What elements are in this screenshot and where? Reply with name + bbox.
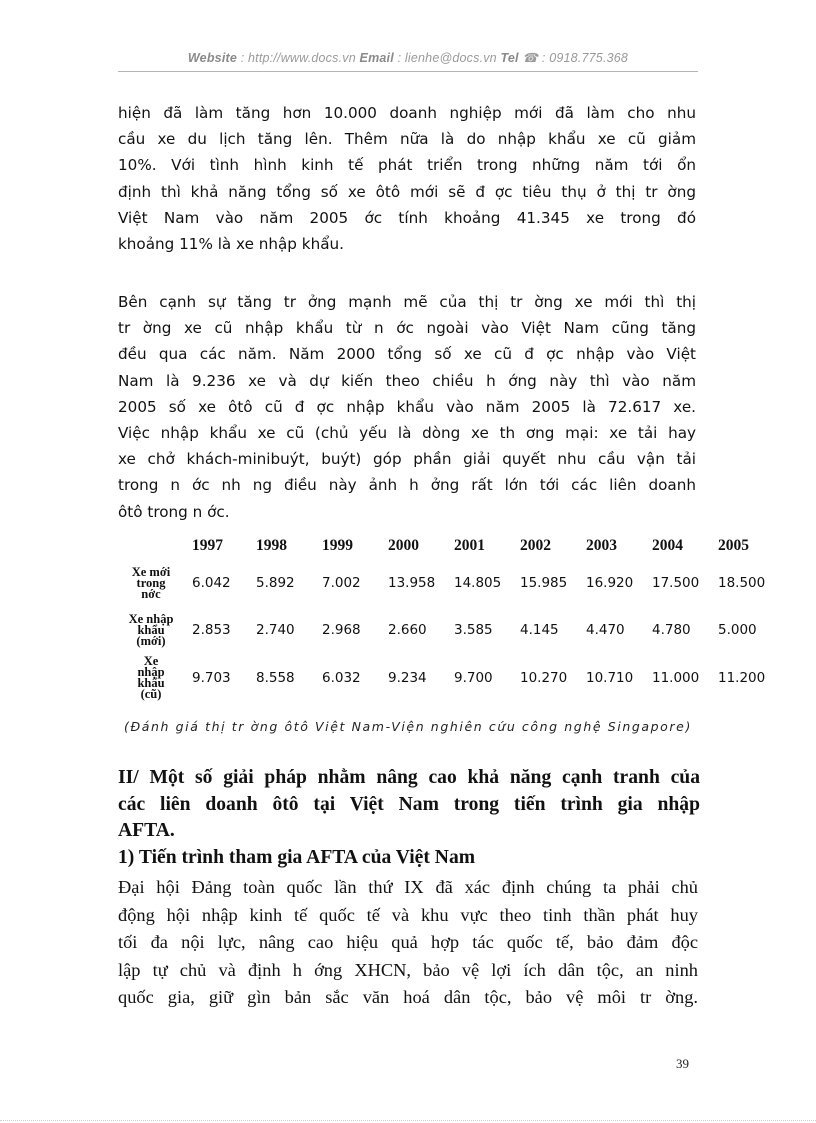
table-cell: 15.985	[520, 575, 568, 591]
table-cell: 2.968	[322, 622, 361, 638]
row-label: Xe mới trong nớc	[131, 564, 171, 601]
heading-line: II/ Một số giải pháp nhằm nâng cao khả năng cạnh tranh của	[118, 767, 700, 788]
page-header	[118, 50, 698, 65]
table-cell: 17.500	[652, 575, 700, 591]
table-cell: 10.270	[520, 670, 568, 686]
text-line: 10%. Với tình hình kinh tế phát triển trong những năm tới ổn	[118, 156, 696, 175]
table-cell: 6.042	[192, 575, 231, 591]
header-divider	[118, 71, 698, 72]
text-line: Việc nhập khẩu xe cũ (chủ yếu là dòng xe th ơng mại: xe tải hay	[118, 424, 696, 443]
text-line: khoảng 11% là xe nhập khẩu.	[118, 235, 344, 254]
text-line: cầu xe du lịch tăng lên. Thêm nữa là do nhập khẩu xe cũ giảm	[118, 130, 696, 149]
text-line: tối đa nội lực, nâng cao hiệu quả hợp tác quốc tế, bảo đảm độc	[118, 932, 698, 952]
year-header: 1997	[192, 537, 223, 554]
table-source-note: (Đánh giá thị tr ờng ôtô Việt Nam-Viện nghiên cứu công nghệ Singapore)	[124, 719, 692, 734]
table-cell: 6.032	[322, 670, 361, 686]
text-line: Nam là 9.236 xe và dự kiến theo chiều h ớng này thì vào năm	[118, 371, 696, 390]
website-value: : http://www.docs.vn	[237, 51, 360, 65]
year-header: 2000	[388, 537, 419, 554]
year-header: 2002	[520, 537, 551, 554]
text-line: quốc gia, giữ gìn bản sắc văn hoá dân tộc, bảo vệ môi tr ờng.	[118, 987, 698, 1007]
table-cell: 5.892	[256, 575, 295, 591]
table-cell: 5.000	[718, 622, 757, 638]
table-cell: 4.780	[652, 622, 691, 638]
table-cell: 2.660	[388, 622, 427, 638]
table-cell: 9.703	[192, 670, 231, 686]
table-cell: 9.234	[388, 670, 427, 686]
page-number: 39	[676, 1056, 689, 1071]
subsection-heading: 1) Tiến trình tham gia AFTA của Việt Nam	[118, 847, 476, 868]
heading-line: AFTA.	[118, 820, 175, 841]
tel-value: : 0918.775.368	[538, 51, 629, 65]
table-cell: 3.585	[454, 622, 493, 638]
text-line: động hội nhập kinh tế quốc tế và khu vực theo tinh thần phát huy	[118, 904, 698, 925]
year-header: 2001	[454, 537, 485, 554]
table-cell: 4.470	[586, 622, 625, 638]
table-cell: 14.805	[454, 575, 502, 591]
car-market-table	[110, 536, 774, 706]
table-cell: 7.002	[322, 575, 361, 591]
text-line: Đại hội Đảng toàn quốc lần thứ IX đã xác định chúng ta phải chủ	[118, 877, 698, 897]
year-header: 2003	[586, 537, 617, 554]
paragraph-market-growth	[118, 100, 696, 257]
year-header: 2005	[718, 537, 749, 554]
year-header: 2004	[652, 537, 683, 554]
table-cell: 11.200	[718, 670, 766, 686]
year-header: 1999	[322, 537, 353, 554]
email-value: : lienhe@docs.vn	[393, 51, 501, 65]
table-corner	[110, 536, 192, 556]
section-heading	[118, 765, 700, 845]
text-line: 2005 số xe ôtô cũ đ ợc nhập khẩu vào năm 2005 là 72.617 xe.	[118, 397, 696, 416]
table-cell: 13.958	[388, 575, 436, 591]
table-cell: 18.500	[718, 575, 766, 591]
row-label: Xe nhập khẩu (mới)	[128, 611, 174, 648]
table-cell: 11.000	[652, 670, 700, 686]
text-line: Bên cạnh sự tăng tr ởng mạnh mẽ của thị tr ờng xe mới thì thị	[118, 293, 696, 311]
table-cell: 9.700	[454, 670, 493, 686]
table-row	[110, 556, 774, 610]
table-cell: 2.853	[192, 622, 231, 638]
table-cell: 4.145	[520, 622, 559, 638]
text-line: đều qua các năm. Năm 2000 tổng số xe cũ đ ợc nhập vào Việt	[118, 345, 696, 364]
table-cell: 8.558	[256, 670, 295, 686]
paragraph-afta-process	[118, 874, 698, 1012]
text-line: trong n ớc nh ng điều này ảnh h ởng rất lớn tới các liên doanh	[118, 476, 696, 495]
text-line: tr ờng xe cũ nhập khẩu từ n ớc ngoài vào Việt Nam cũng tăng	[118, 319, 696, 338]
paragraph-used-cars	[118, 289, 696, 525]
text-line: định thì khả năng tổng số xe ôtô mới sẽ đ ợc tiêu thụ ở thị tr ờng	[118, 182, 696, 201]
text-line: hiện đã làm tăng hơn 10.000 doanh nghiệp mới đã làm cho nhu	[118, 104, 696, 122]
phone-icon: ☎	[522, 51, 539, 65]
text-line: Việt Nam vào năm 2005 ớc tính khoảng 41.345 xe trong đó	[118, 208, 696, 227]
text-line: lập tự chủ và định h ớng XHCN, bảo vệ lợi ích dân tộc, an ninh	[118, 959, 698, 980]
text-line: ôtô trong n ớc.	[118, 502, 230, 521]
heading-line: các liên doanh ôtô tại Việt Nam trong tiến trình gia nhập	[118, 793, 700, 815]
table-cell: 2.740	[256, 622, 295, 638]
table-row	[110, 610, 774, 650]
table-row	[110, 650, 774, 706]
website-label: Website	[187, 51, 238, 65]
tel-label: Tel	[500, 51, 519, 65]
table-cell: 16.920	[586, 575, 634, 591]
table-cell: 10.710	[586, 670, 634, 686]
row-label: Xe nhập khẩu (cũ)	[137, 654, 165, 701]
text-line: xe chở khách-minibuýt, buýt) góp phần giải quyết nhu cầu vận tải	[118, 450, 696, 469]
bottom-divider	[0, 1120, 816, 1121]
year-header: 1998	[256, 537, 287, 554]
email-label: Email	[359, 51, 394, 65]
